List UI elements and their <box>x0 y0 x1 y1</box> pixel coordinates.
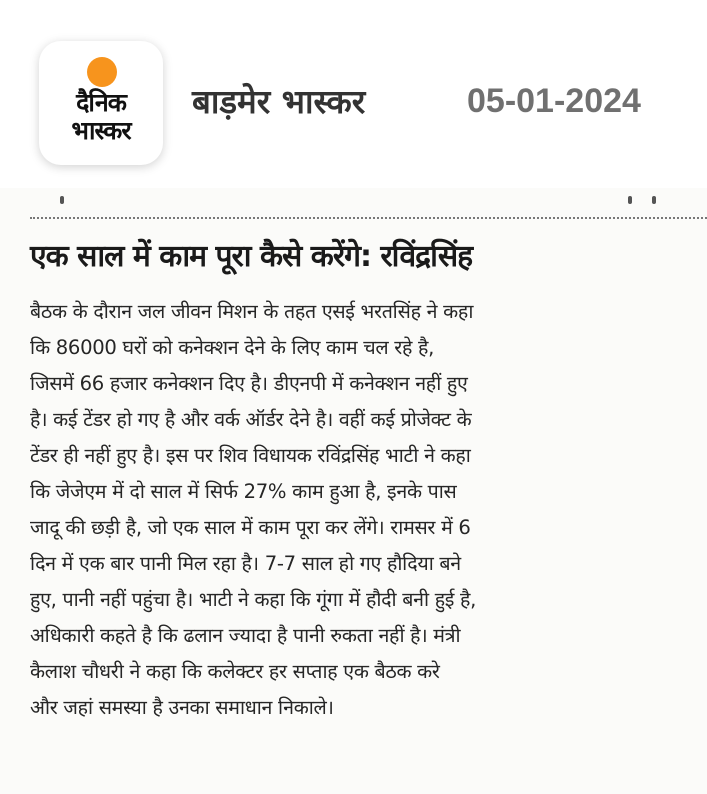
article-line: कि जेजेएम में दो साल में सिर्फ 27% काम हुआ है, इनके पास <box>30 480 457 503</box>
sun-icon <box>87 57 117 87</box>
article-line: है। कई टेंडर हो गए है और वर्क ऑर्डर देने है। वहीं कई प्रोजेक्ट के <box>30 408 472 431</box>
article-line: जादू की छड़ी है, जो एक साल में काम पूरा कर लेंगे। रामसर में 6 <box>30 516 471 539</box>
edition-date: 05-01-2024 <box>467 82 641 120</box>
article-line: कैलाश चौधरी ने कहा कि कलेक्टर हर सप्ताह एक बैठक करे <box>30 660 440 683</box>
clipping-header <box>0 0 707 190</box>
article-line: दिन में एक बार पानी मिल रहा है। 7-7 साल हो गए हौदिया बने <box>30 552 461 575</box>
clipped-text-remnant <box>40 196 680 206</box>
edition-name: बाड़मेर भास्कर <box>192 82 366 121</box>
article-line: अधिकारी कहते है कि ढलान ज्यादा है पानी रुकता नहीं है। मंत्री <box>30 624 461 647</box>
article-line: जिसमें 66 हजार कनेक्शन दिए है। डीएनपी में कनेक्शन नहीं हुए <box>30 372 468 395</box>
article-line: बैठक के दौरान जल जीवन मिशन के तहत एसई भरतसिंह ने कहा <box>30 300 474 323</box>
logo-text-line2: भास्कर <box>71 116 131 145</box>
newspaper-clipping <box>0 188 707 794</box>
article-line: कि 86000 घरों को कनेक्शन देने के लिए काम चल रहे है, <box>30 336 435 359</box>
article-body <box>30 294 680 726</box>
logo-text-line1: दैनिक <box>76 88 126 117</box>
dotted-divider <box>30 217 707 219</box>
article-headline: एक साल में काम पूरा कैसे करेंगे: रविंद्रसिंह <box>30 239 473 274</box>
dainik-bhaskar-logo <box>39 41 163 165</box>
article-line: हुए, पानी नहीं पहुंचा है। भाटी ने कहा कि गूंगा में हौदी बनी हुई है, <box>30 588 477 611</box>
article-line: टेंडर ही नहीं हुए है। इस पर शिव विधायक रविंद्रसिंह भाटी ने कहा <box>30 444 471 467</box>
article-line: और जहां समस्या है उनका समाधान निकाले। <box>30 696 334 719</box>
